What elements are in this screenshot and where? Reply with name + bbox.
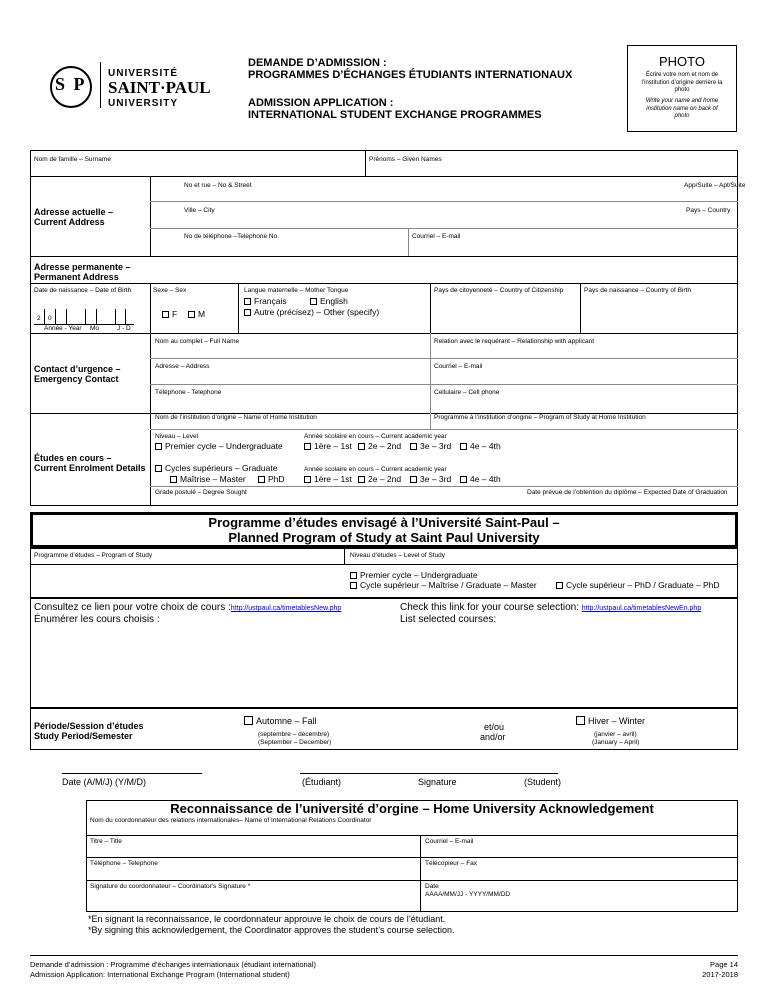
footer-line-2: Admission Application: International Exchange Program (International student) bbox=[30, 970, 290, 979]
date-label: Date (A/M/J) (Y/M/D) bbox=[62, 777, 147, 787]
tongue-french-option[interactable] bbox=[244, 296, 287, 306]
permanent-address-label: Adresse permanente – bbox=[34, 262, 131, 272]
sex-f-label: F bbox=[172, 309, 178, 319]
form-main bbox=[30, 150, 738, 506]
student-fr-label: (Étudiant) bbox=[302, 777, 342, 787]
ack-note-fr: *En signant la reconnaissance, le coordonnateur approuve le choix de cours de l’étudiant. bbox=[88, 914, 446, 924]
winter-label: Hiver – Winter bbox=[588, 716, 646, 726]
year1-label: 1ère – 1st bbox=[314, 441, 352, 451]
student-signature-line[interactable] bbox=[300, 773, 558, 774]
emergency-address-field[interactable]: Adresse – Address bbox=[155, 363, 210, 370]
home-institution-field[interactable]: Nom de l’institution d’origine – Name of Home Institution bbox=[155, 414, 317, 421]
french-label: Français bbox=[254, 296, 287, 306]
coordinator-name-field[interactable]: Nom du coordonnateur des relations internationales– Name of International Relations Coordinator bbox=[90, 817, 372, 824]
street-field[interactable]: No et rue – No & Street bbox=[184, 182, 252, 189]
undergrad-option[interactable] bbox=[155, 441, 283, 451]
checkbox-icon[interactable] bbox=[244, 716, 253, 725]
photo-instruction-en: Write your name and home institution name on back of photo bbox=[645, 98, 719, 119]
logo-mark-letters: S P bbox=[55, 74, 87, 94]
fall-months-en: (September – December) bbox=[258, 739, 332, 746]
surname-field[interactable]: Nom de famille – Surname bbox=[34, 156, 111, 163]
courses-en-list: List selected courses: bbox=[400, 614, 497, 625]
studies-label-en: Current Enrolment Details bbox=[34, 463, 146, 473]
masters-label: Maîtrise – Master bbox=[180, 474, 246, 484]
dob-month-label: Mo bbox=[90, 325, 100, 332]
sex-m-label: M bbox=[198, 309, 206, 319]
year3-label: 3e – 3rd bbox=[420, 441, 452, 451]
title-fr-2: PROGRAMMES D’ÉCHANGES ÉTUDIANTS INTERNATIONAUX bbox=[248, 69, 573, 81]
coordinator-phone-field[interactable]: Téléphone – Telephone bbox=[90, 860, 158, 867]
logo-line-3: UNIVERSITY bbox=[108, 98, 179, 109]
planned-masters-label: Cycle supérieur – Maîtrise / Graduate – Master bbox=[360, 580, 537, 590]
dob-digit-2: 0 bbox=[48, 315, 52, 322]
checkbox-icon[interactable] bbox=[576, 716, 585, 725]
period-label-fr: Période/Session d’études bbox=[34, 721, 144, 731]
city-field[interactable]: Ville – City bbox=[184, 207, 215, 214]
title-fr-1: DEMANDE D’ADMISSION : bbox=[248, 57, 387, 69]
logo-divider bbox=[100, 62, 101, 108]
and-or-fr: et/ou bbox=[484, 722, 505, 732]
year3-option-b[interactable] bbox=[410, 474, 451, 484]
tongue-other-option[interactable] bbox=[244, 307, 379, 317]
courses-fr-list: Énumérer les cours choisis : bbox=[34, 614, 160, 625]
checkbox-icon[interactable] bbox=[350, 572, 357, 579]
studies-label: Études en cours – bbox=[34, 453, 112, 463]
courses-fr-link[interactable]: http://ustpaul.ca/timetablesNew.php bbox=[230, 605, 342, 612]
year3-option-a[interactable] bbox=[410, 441, 451, 451]
degree-sought-field[interactable]: Grade postulé – Degree Sought bbox=[155, 489, 247, 496]
country-field[interactable]: Pays – Country bbox=[686, 207, 731, 214]
photo-box bbox=[627, 45, 737, 132]
year1-option-a[interactable] bbox=[304, 441, 352, 451]
planned-undergrad-option[interactable] bbox=[350, 570, 478, 580]
year1-option-b[interactable] bbox=[304, 474, 352, 484]
grad-label: Cycles supérieurs – Graduate bbox=[165, 463, 278, 473]
planned-phd-label: Cycle supérieur – PhD / Graduate – PhD bbox=[566, 580, 720, 590]
english-label: English bbox=[320, 296, 348, 306]
graduation-date-field[interactable]: Date prévue de l’obtention du diplôme – Expected Date of Graduation bbox=[527, 489, 728, 496]
dob-year-label: Année - Year bbox=[44, 325, 82, 332]
coordinator-email-field[interactable]: Courriel – E-mail bbox=[425, 838, 474, 845]
winter-months-en: (January – April) bbox=[592, 739, 640, 746]
phd-label: PhD bbox=[268, 474, 285, 484]
checkbox-icon[interactable] bbox=[170, 476, 177, 483]
checkbox-icon[interactable] bbox=[162, 311, 169, 318]
footer-line-1: Demande d’admission : Programme d’échanges internationaux (étudiant international) bbox=[30, 960, 316, 969]
courses-fr-text: Consultez ce lien pour votre choix de cours : bbox=[34, 602, 231, 613]
courses-en-link[interactable]: http://ustpaul.ca/timetablesNewEn.php bbox=[581, 605, 702, 612]
logo-line-1: UNIVERSITÉ bbox=[108, 68, 179, 79]
ack-date-format[interactable]: AAAA/MM/JJ - YYYY/MM/DD bbox=[425, 891, 511, 898]
coordinator-signature-field[interactable]: Signature du coordonnateur – Coordinator's Signature * bbox=[90, 883, 251, 890]
dob-digit-1: 2 bbox=[37, 315, 41, 322]
phone-field[interactable]: No de téléphone –Telephone No. bbox=[184, 233, 280, 240]
emergency-label-en: Emergency Contact bbox=[34, 374, 119, 384]
checkbox-icon[interactable] bbox=[350, 582, 357, 589]
period-label-en: Study Period/Semester bbox=[34, 731, 133, 741]
checkbox-icon[interactable] bbox=[258, 476, 265, 483]
year2-label: 2e – 2nd bbox=[368, 474, 402, 484]
checkbox-icon[interactable] bbox=[155, 443, 162, 450]
photo-title: PHOTO bbox=[659, 54, 705, 69]
student-en-label: (Student) bbox=[524, 777, 562, 787]
dob-day-label: J - D bbox=[117, 325, 131, 332]
fall-months-fr: (septembre – décembre) bbox=[258, 731, 330, 738]
checkbox-icon[interactable] bbox=[244, 309, 251, 316]
academic-year-label-1: Année scolaire en cours – Current academic year bbox=[304, 433, 447, 440]
program-of-study-field[interactable]: Programme d’études – Program of Study bbox=[34, 552, 153, 559]
emergency-email-field[interactable]: Courriel – E-mail bbox=[434, 363, 483, 370]
checkbox-icon[interactable] bbox=[304, 476, 311, 483]
checkbox-icon[interactable] bbox=[358, 476, 365, 483]
coordinator-fax-field[interactable]: Télécopieur – Fax bbox=[425, 860, 478, 867]
and-or-en: and/or bbox=[480, 732, 506, 742]
planned-title-fr: Programme d’études envisagé à l’Université Saint-Paul – bbox=[208, 515, 560, 530]
academic-year-label-2: Année scolaire en cours – Current academic year bbox=[304, 466, 447, 473]
apt-field[interactable]: App/Suite – Apt/Suite bbox=[684, 182, 746, 189]
year1-label: 1ère – 1st bbox=[314, 474, 352, 484]
checkbox-icon[interactable] bbox=[304, 443, 311, 450]
year4-label: 4e – 4th bbox=[470, 474, 501, 484]
checkbox-icon[interactable] bbox=[410, 443, 417, 450]
dob-label: Date de naissance – Date of Birth bbox=[34, 287, 132, 294]
given-names-field[interactable]: Prénoms – Given Names bbox=[369, 156, 442, 163]
other-label: Autre (précisez) – Other (specify) bbox=[254, 307, 380, 317]
planned-phd-option[interactable] bbox=[556, 580, 720, 590]
birth-country-field[interactable]: Pays de naissance – Country of Birth bbox=[584, 287, 691, 294]
checkbox-icon[interactable] bbox=[556, 582, 563, 589]
emergency-name-field[interactable]: Nom au complet – Full Name bbox=[155, 338, 240, 345]
sex-m-option[interactable] bbox=[188, 309, 205, 319]
emergency-phone-field[interactable]: Téléphone - Telephone bbox=[155, 389, 222, 396]
grad-option[interactable] bbox=[155, 463, 277, 473]
year4-option-a[interactable] bbox=[460, 441, 501, 451]
relationship-field[interactable]: Relation avec le requérant – Relationship with applicant bbox=[434, 338, 595, 345]
checkbox-icon[interactable] bbox=[358, 443, 365, 450]
fall-label: Automne – Fall bbox=[256, 716, 317, 726]
checkbox-icon[interactable] bbox=[155, 465, 162, 472]
coordinator-title-field[interactable]: Titre – Title bbox=[90, 838, 122, 845]
ack-note-en: *By signing this acknowledgement, the Coordinator approves the student’s course selection. bbox=[88, 925, 455, 935]
permanent-address-label-en: Permanent Address bbox=[34, 272, 119, 282]
year3-label: 3e – 3rd bbox=[420, 474, 452, 484]
planned-title-en: Planned Program of Study at Saint Paul University bbox=[228, 530, 540, 545]
fall-option[interactable] bbox=[244, 716, 317, 726]
phd-option[interactable] bbox=[258, 474, 285, 484]
current-address-label-en: Current Address bbox=[34, 217, 105, 227]
footer-year: 2017-2018 bbox=[702, 970, 738, 979]
year2-option-a[interactable] bbox=[358, 441, 401, 451]
date-signature-line[interactable] bbox=[62, 773, 202, 774]
home-program-field[interactable]: Programme à l’institution d’origine – Program of Study at Home Institution bbox=[434, 414, 646, 421]
planned-undergrad-label: Premier cycle – Undergraduate bbox=[360, 570, 478, 580]
checkbox-icon[interactable] bbox=[310, 298, 317, 305]
year2-label: 2e – 2nd bbox=[368, 441, 402, 451]
current-address-label: Adresse actuelle – bbox=[34, 207, 114, 217]
level-label: Niveau – Level bbox=[155, 433, 198, 440]
level-of-study-label: Niveau d’études – Level of Study bbox=[350, 552, 446, 559]
year4-option-b[interactable] bbox=[460, 474, 501, 484]
emergency-label: Contact d’urgence – bbox=[34, 364, 121, 374]
checkbox-icon[interactable] bbox=[460, 443, 467, 450]
title-en-1: ADMISSION APPLICATION : bbox=[248, 97, 394, 109]
email-field[interactable]: Courriel – E-mail bbox=[412, 233, 461, 240]
sex-f-option[interactable] bbox=[162, 309, 177, 319]
photo-instruction-fr: Écrire votre nom et nom de l’institution d’origine derrière la photo bbox=[641, 72, 723, 93]
checkbox-icon[interactable] bbox=[188, 311, 195, 318]
citizenship-field[interactable]: Pays de citoyenneté – Country of Citizenship bbox=[434, 287, 564, 294]
mother-tongue-label: Langue maternelle – Mother Tongue bbox=[244, 287, 349, 294]
ack-title: Reconnaissance de l’université d’orgine – Home University Acknowledgement bbox=[170, 801, 654, 816]
planned-masters-option[interactable] bbox=[350, 580, 537, 590]
footer-page: Page 14 bbox=[710, 960, 738, 969]
year4-label: 4e – 4th bbox=[470, 441, 501, 451]
signature-label: Signature bbox=[418, 777, 457, 787]
checkbox-icon[interactable] bbox=[410, 476, 417, 483]
ack-date-label: Date bbox=[425, 883, 439, 890]
winter-months-fr: (janvier – avril) bbox=[594, 731, 637, 738]
sex-label: Sexe – Sex bbox=[153, 287, 187, 294]
emergency-cell-field[interactable]: Cellulaire – Cell phone bbox=[434, 389, 500, 396]
checkbox-icon[interactable] bbox=[244, 298, 251, 305]
winter-option[interactable] bbox=[576, 716, 645, 726]
undergrad-label: Premier cycle – Undergraduate bbox=[165, 441, 283, 451]
checkbox-icon[interactable] bbox=[460, 476, 467, 483]
tongue-english-option[interactable] bbox=[310, 296, 348, 306]
masters-option[interactable] bbox=[170, 474, 246, 484]
logo-line-2: SAINT·PAUL bbox=[108, 78, 211, 97]
courses-en-text: Check this link for your course selection: bbox=[400, 602, 579, 613]
year2-option-b[interactable] bbox=[358, 474, 401, 484]
title-en-2: INTERNATIONAL STUDENT EXCHANGE PROGRAMMES bbox=[248, 109, 542, 121]
